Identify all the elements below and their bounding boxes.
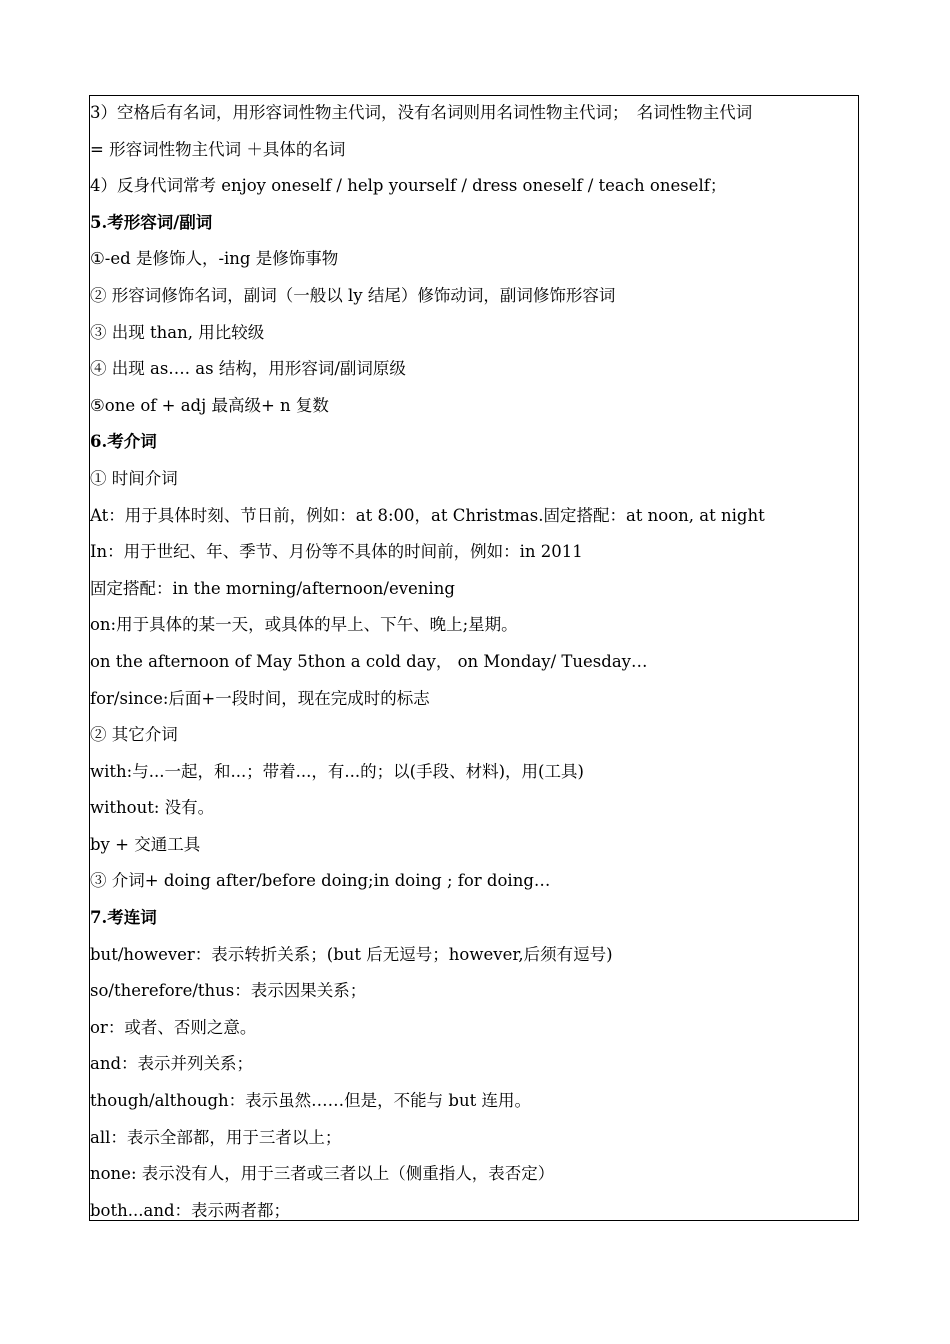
section-heading: 5.考形容词/副词 — [90, 212, 213, 232]
text-line: so/therefore/thus：表示因果关系； — [90, 981, 367, 1001]
text-line: none: 表示没有人，用于三者或三者以上（侧重指人，表否定） — [90, 1164, 555, 1184]
text-line: ③ 出现 than, 用比较级 — [90, 322, 265, 342]
text-line: = 形容词性物主代词 ＋具体的名词 — [90, 139, 346, 159]
text-line: or：或者、否则之意。 — [90, 1017, 257, 1037]
text-line: for/since:后面+一段时间，现在完成时的标志 — [90, 688, 430, 708]
text-line: 4）反身代词常考 enjoy oneself / help yourself / dress oneself / teach oneself； — [90, 176, 727, 196]
text-line: though/although：表示虽然……但是，不能与 but 连用。 — [90, 1091, 531, 1111]
text-line: ② 形容词修饰名词，副词（一般以 ly 结尾）修饰动词，副词修饰形容词 — [90, 285, 616, 305]
text-line: all：表示全部都，用于三者以上； — [90, 1127, 342, 1147]
text-line: ⑤one of + adj 最高级+ n 复数 — [90, 395, 329, 415]
text-line: but/however：表示转折关系；(but 后无逗号；however,后须有逗号) — [90, 944, 613, 964]
text-line: 3）空格后有名词，用形容词性物主代词，没有名词则用名词性物主代词； 名词性物主代词 — [90, 103, 753, 122]
text-line: both...and：表示两者都； — [90, 1200, 291, 1220]
text-line: without: 没有。 — [90, 798, 215, 818]
text-line: 固定搭配：in the morning/afternoon/evening — [90, 578, 455, 598]
text-line: ①-ed 是修饰人，-ing 是修饰事物 — [90, 249, 339, 269]
text-line: by + 交通工具 — [90, 834, 201, 854]
document-body — [90, 95, 858, 1229]
text-line: ④ 出现 as…. as 结构，用形容词/副词原级 — [90, 359, 406, 379]
text-line: ③ 介词+ doing after/before doing;in doing ; for doing… — [90, 871, 551, 891]
text-line: ② 其它介词 — [90, 725, 178, 745]
text-line: on the afternoon of May 5thon a cold day， on Monday/ Tuesday… — [90, 651, 648, 671]
text-line: At：用于具体时刻、节日前，例如：at 8:00，at Christmas.固定搭配：at noon, at night — [90, 505, 765, 525]
text-line: and：表示并列关系； — [90, 1054, 254, 1074]
text-line: on:用于具体的某一天，或具体的早上、下午、晚上;星期。 — [90, 615, 518, 635]
section-heading: 7.考连词 — [90, 908, 157, 928]
text-line: In：用于世纪、年、季节、月份等不具体的时间前，例如：in 2011 — [90, 542, 583, 562]
section-heading: 6.考介词 — [90, 432, 157, 452]
text-line: with:与...一起，和...；带着...，有...的；以(手段、材料)，用(工具) — [90, 761, 584, 781]
text-line: ① 时间介词 — [90, 468, 178, 488]
